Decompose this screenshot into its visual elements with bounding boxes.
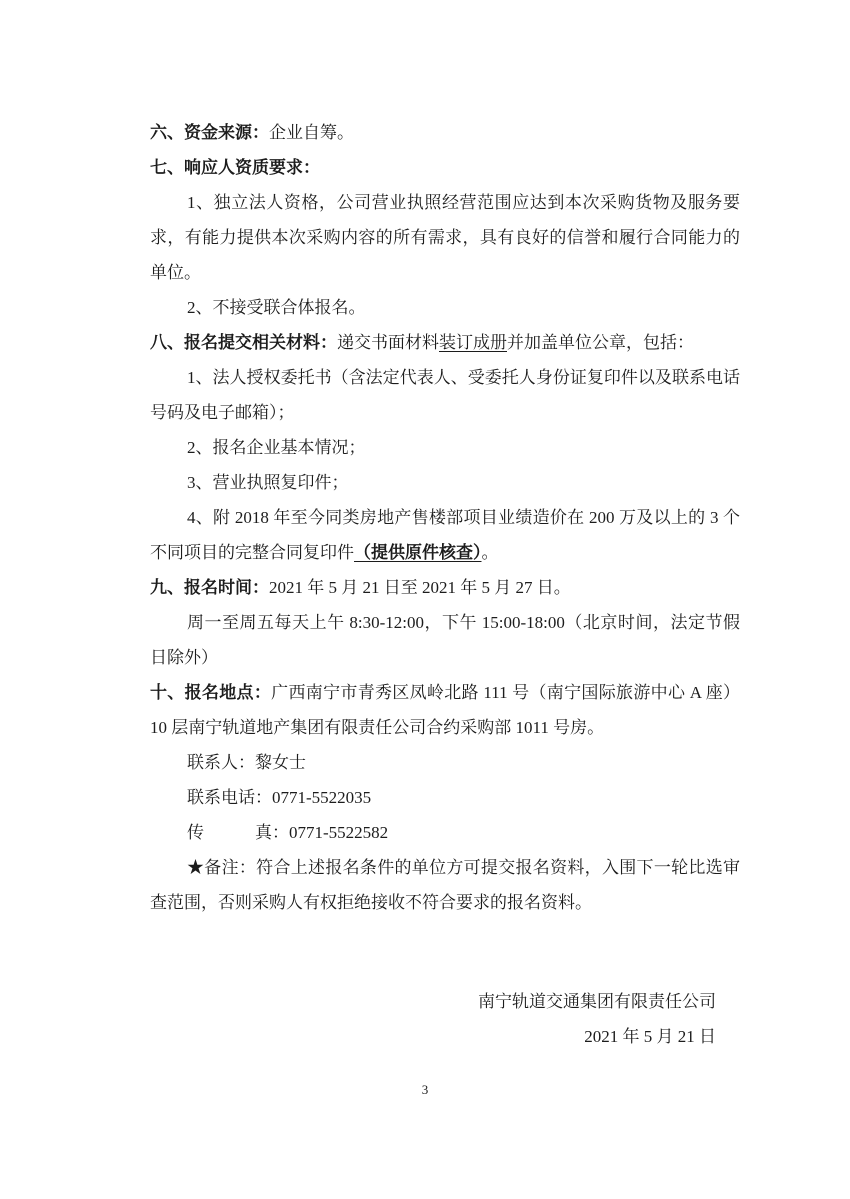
section-time-text: 2021 年 5 月 21 日至 2021 年 5 月 27 日。 xyxy=(269,578,571,597)
materials-item-3: 3、营业执照复印件； xyxy=(187,473,349,492)
signature-company: 南宁轨道交通集团有限责任公司 xyxy=(478,992,716,1011)
remark-paragraph: ★备注：符合上述报名条件的单位方可提交报名资料，入围下一轮比选审查范围，否则采购人有权拒绝接收不符合要求的报名资料。 xyxy=(150,858,740,912)
section-time-heading xyxy=(150,570,740,605)
section-time-label: 九、报名时间： xyxy=(150,578,269,597)
materials-item-2: 2、报名企业基本情况； xyxy=(187,438,366,457)
materials-item-4 xyxy=(150,500,740,570)
section-qualification-heading xyxy=(150,150,740,185)
signature-block xyxy=(150,984,740,1054)
section-location-label: 十、报名地点： xyxy=(150,683,272,702)
section-funding-source-text: 企业自筹。 xyxy=(269,123,354,142)
materials-intro-underlined: 装订成册 xyxy=(439,333,507,352)
materials-item-4-emphasis: （提供原件核查） xyxy=(354,543,482,562)
section-materials-label: 八、报名提交相关材料： xyxy=(150,333,337,352)
page-number: 3 xyxy=(421,1082,429,1097)
section-qualification-label: 七、响应人资质要求： xyxy=(150,158,320,177)
signature-date: 2021 年 5 月 21 日 xyxy=(584,1027,716,1046)
qualification-item-1: 1、独立法人资格，公司营业执照经营范围应达到本次采购货物及服务要求，有能力提供本次采购内容的所有需求，具有良好的信誉和履行合同能力的单位。 xyxy=(150,193,740,282)
document-body xyxy=(150,115,740,1054)
materials-item-4-period: 。 xyxy=(481,543,499,562)
fax-line: 传 真：0771-5522582 xyxy=(187,823,389,842)
materials-intro-pre: 递交书面材料 xyxy=(337,333,439,352)
section-funding-source-label: 六、资金来源： xyxy=(150,123,269,142)
materials-item-4-text: 4、附 2018 年至今同类房地产售楼部项目业绩造价在 200 万及以上的 3 个不同项目的完整合同复印件 xyxy=(150,508,740,562)
time-schedule-note: 周一至周五每天上午 8:30-12:00，下午 15:00-18:00（北京时间，法定节假日除外） xyxy=(150,613,740,667)
contact-phone-line: 联系电话：0771-5522035 xyxy=(187,788,372,807)
section-location-heading xyxy=(150,675,740,745)
section-location-text: 广西南宁市青秀区凤岭北路 111 号（南宁国际旅游中心 A 座）10 层南宁轨道地产集团有限责任公司合约采购部 1011 号房。 xyxy=(150,683,741,737)
materials-item-1: 1、法人授权委托书（含法定代表人、受委托人身份证复印件以及联系电话号码及电子邮箱）； xyxy=(150,368,740,422)
qualification-item-2: 2、不接受联合体报名。 xyxy=(187,298,366,317)
materials-intro-post: 并加盖单位公章，包括： xyxy=(507,333,694,352)
section-materials-heading xyxy=(150,325,740,360)
section-funding-source xyxy=(150,115,740,150)
contact-person-line: 联系人：黎女士 xyxy=(187,753,306,772)
